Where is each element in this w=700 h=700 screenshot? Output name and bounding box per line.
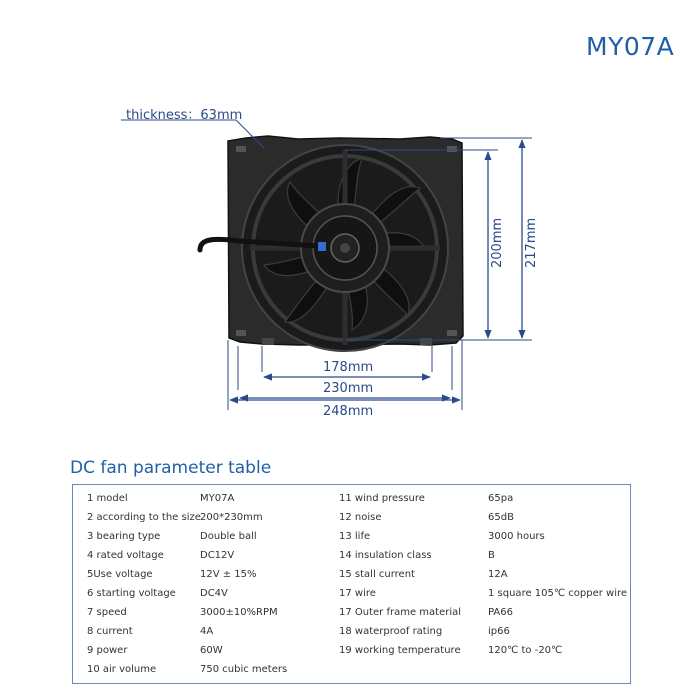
dimension-248mm: 248mm xyxy=(323,404,374,419)
param-name: 13 life xyxy=(339,531,371,542)
param-value: 120℃ to -20℃ xyxy=(488,645,563,656)
param-value: Double ball xyxy=(200,531,257,542)
param-value: 4A xyxy=(200,626,214,637)
table-row xyxy=(73,493,630,512)
thickness-label: thickness：63mm xyxy=(126,108,243,123)
param-value: 12V ± 15% xyxy=(200,569,257,580)
parameter-table xyxy=(72,484,631,684)
param-name: 2 according to the size xyxy=(87,512,201,523)
param-value: ip66 xyxy=(488,626,510,637)
param-name: 19 working temperature xyxy=(339,645,461,656)
param-value: 750 cubic meters xyxy=(200,664,288,675)
param-name: 14 insulation class xyxy=(339,550,432,561)
param-value: DC4V xyxy=(200,588,228,599)
dimension-200mm: 200mm xyxy=(490,217,505,268)
param-name: 7 speed xyxy=(87,607,127,618)
table-row xyxy=(73,550,630,569)
param-name: 3 bearing type xyxy=(87,531,161,542)
param-value: 3000±10%RPM xyxy=(200,607,278,618)
table-title: DC fan parameter table xyxy=(70,458,272,478)
param-name: 5Use voltage xyxy=(87,569,153,580)
table-row xyxy=(73,645,630,664)
table-row xyxy=(73,569,630,588)
param-name: 10 air volume xyxy=(87,664,157,675)
table-row xyxy=(73,531,630,550)
param-name: 12 noise xyxy=(339,512,382,523)
table-row xyxy=(73,512,630,531)
param-value: DC12V xyxy=(200,550,235,561)
param-value: PA66 xyxy=(488,607,513,618)
param-name: 15 stall current xyxy=(339,569,415,580)
param-value: B xyxy=(488,550,495,561)
param-value: 1 square 105℃ copper wire xyxy=(488,588,628,599)
param-value: 65pa xyxy=(488,493,514,504)
param-name: 4 rated voltage xyxy=(87,550,164,561)
param-value: 3000 hours xyxy=(488,531,545,542)
param-name: 8 current xyxy=(87,626,133,637)
table-row xyxy=(73,626,630,645)
model-title: MY07A xyxy=(586,32,675,61)
table-row xyxy=(73,664,630,683)
dimension-230mm: 230mm xyxy=(323,381,374,396)
param-name: 17 Outer frame material xyxy=(339,607,462,618)
param-value: 60W xyxy=(200,645,223,656)
table-row xyxy=(73,607,630,626)
param-name: 18 waterproof rating xyxy=(339,626,443,637)
param-value: 200*230mm xyxy=(200,512,263,523)
param-value: 12A xyxy=(488,569,508,580)
param-name: 17 wire xyxy=(339,588,376,599)
param-name: 9 power xyxy=(87,645,128,656)
param-name: 1 model xyxy=(87,493,128,504)
param-value: 65dB xyxy=(488,512,514,523)
dimension-217mm: 217mm xyxy=(524,217,539,268)
param-name: 11 wind pressure xyxy=(339,493,425,504)
table-row xyxy=(73,588,630,607)
param-value: MY07A xyxy=(200,493,235,504)
param-name: 6 starting voltage xyxy=(87,588,176,599)
dimension-178mm: 178mm xyxy=(323,360,374,375)
